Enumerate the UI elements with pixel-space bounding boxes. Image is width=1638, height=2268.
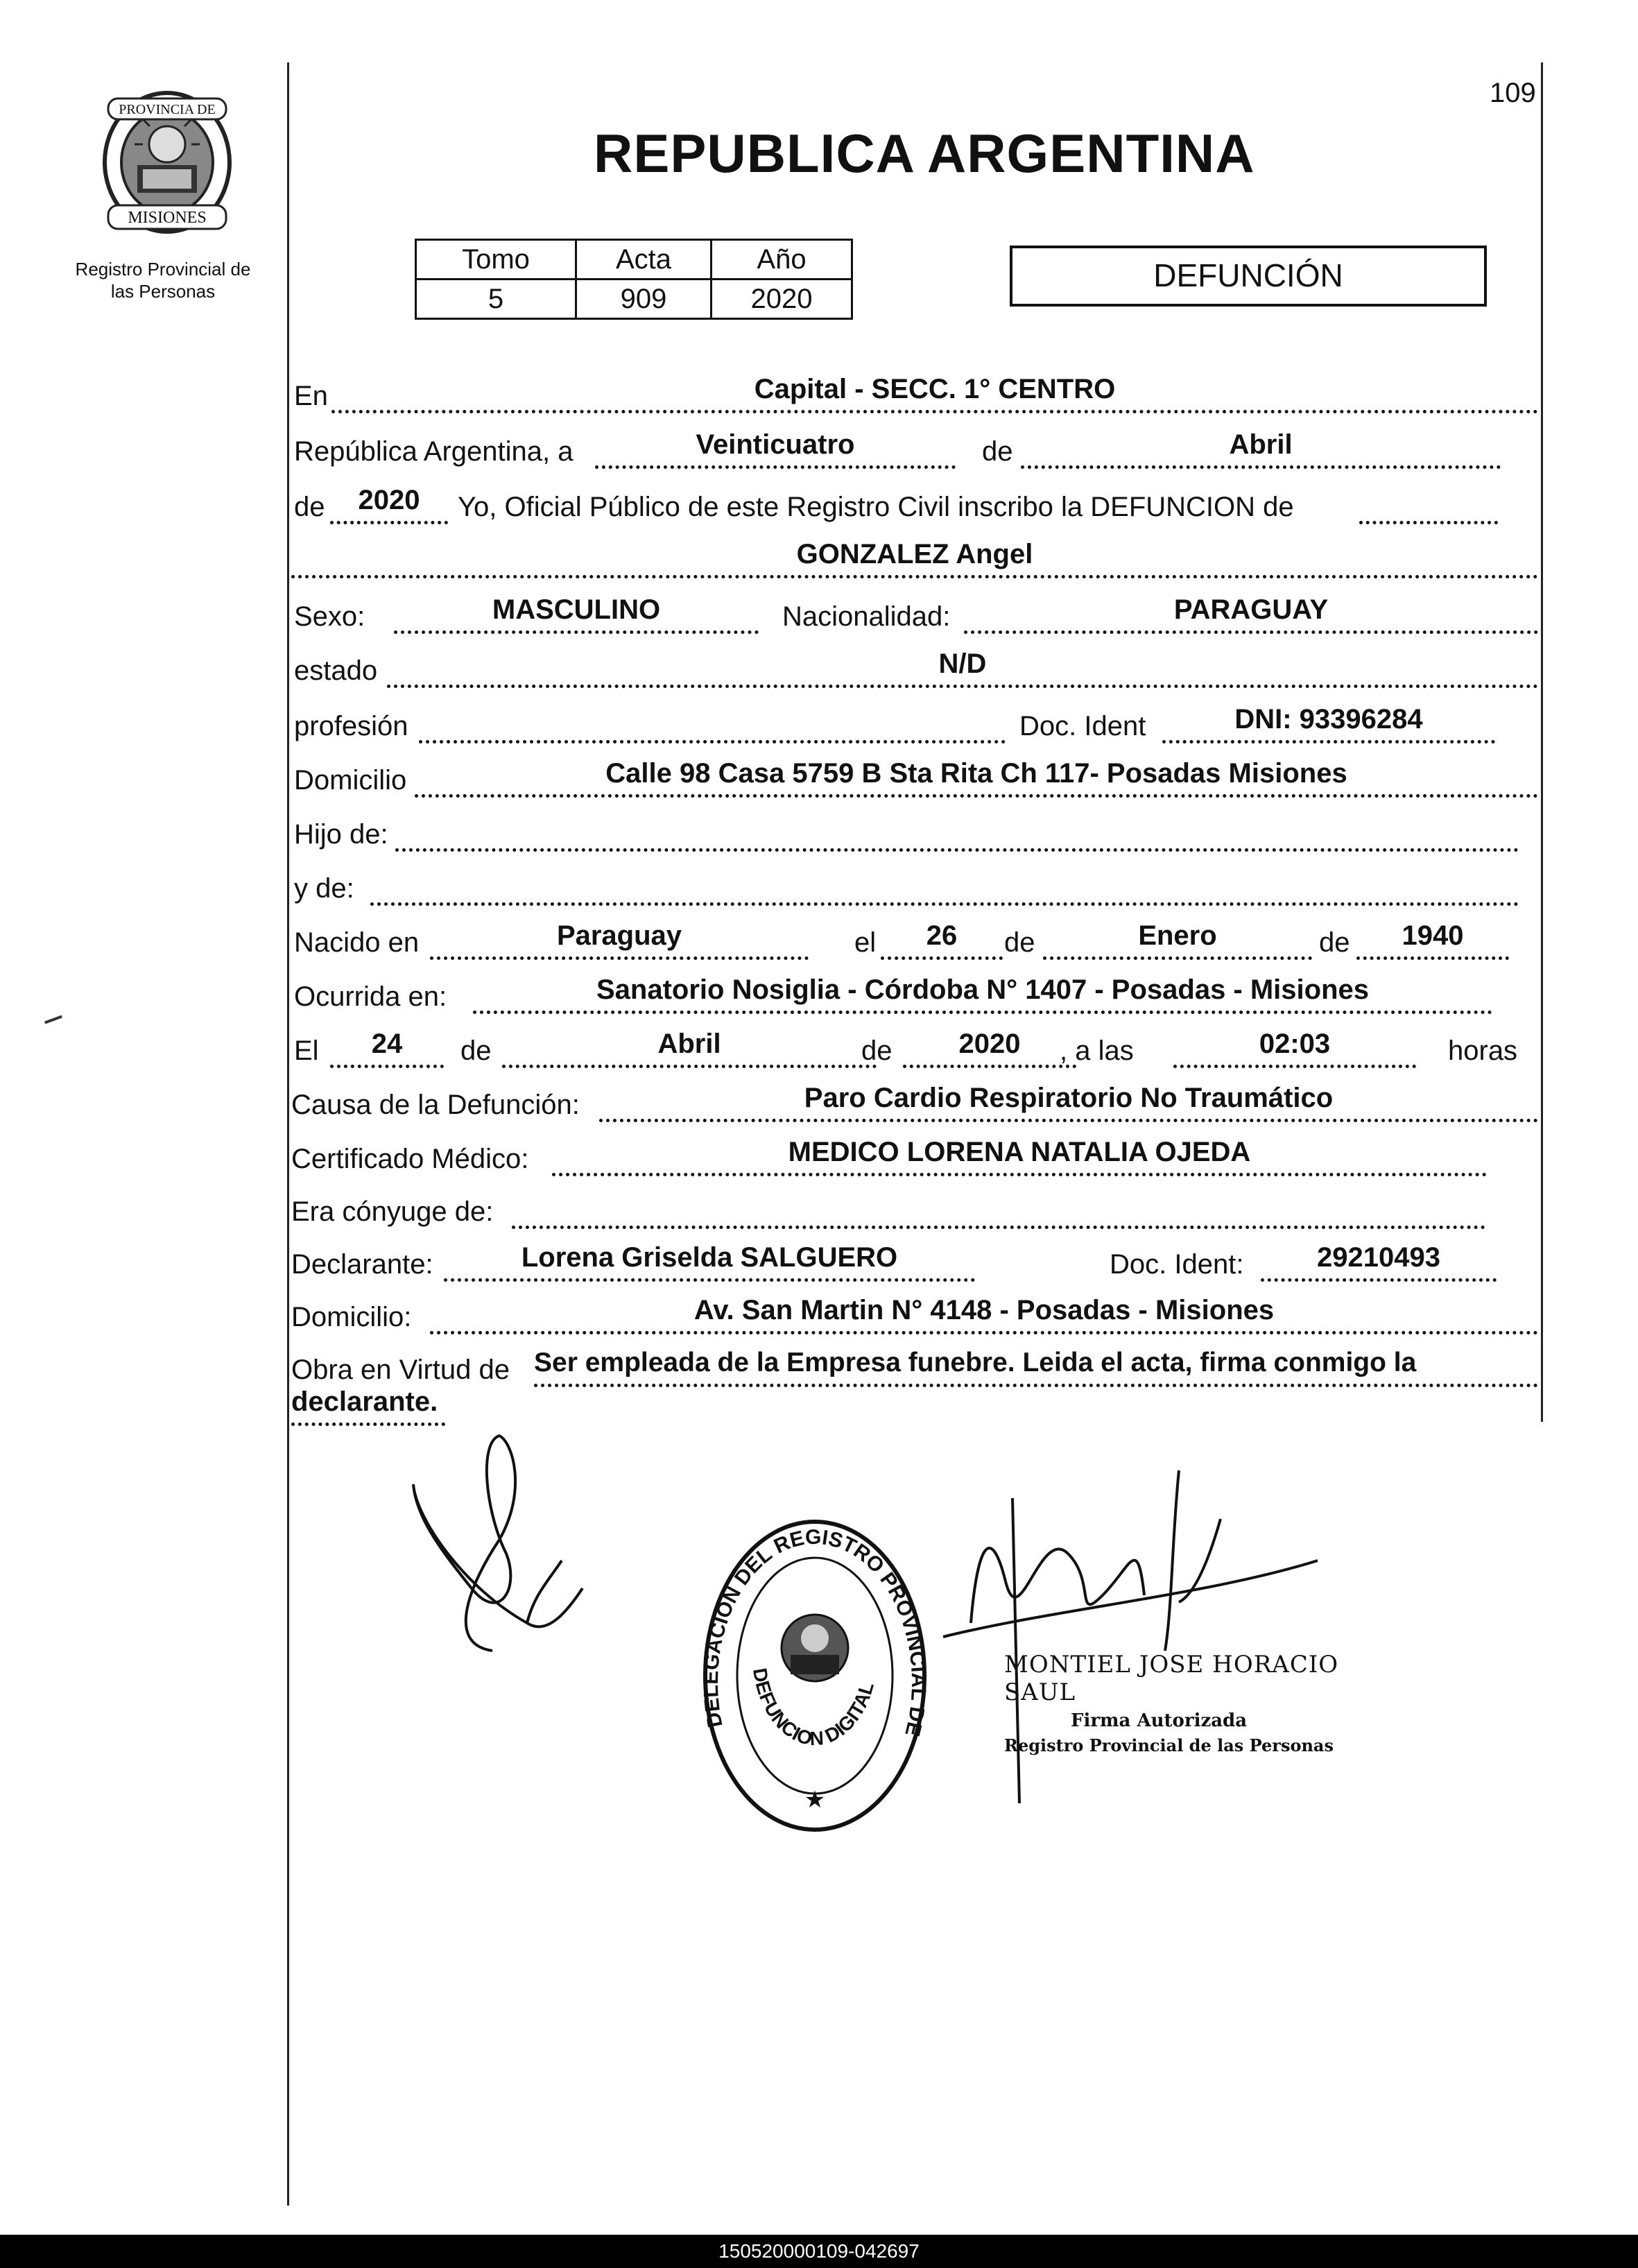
right-margin-line [1541,62,1543,1422]
label-conyuge: Era cónyuge de: [291,1196,494,1227]
record-header-tomo: Tomo [416,240,576,280]
registry-name-line1: Registro Provincial de [75,259,251,280]
field-causa: Paro Cardio Respiratorio No Traumático [599,1079,1538,1122]
record-value-ano: 2020 [712,280,852,319]
label-en: En [294,381,328,411]
svg-text:★: ★ [804,1787,826,1813]
row-certificate [291,1136,1540,1179]
label-certificado: Certificado Médico: [291,1144,529,1174]
label-sexo: Sexo: [294,601,365,632]
label-a-las: , a las [1060,1036,1134,1066]
row-hijo-de [291,811,1540,854]
registry-name-line2: las Personas [110,281,216,302]
stamp-seal-icon [700,1516,929,1835]
field-death-day: 24 [330,1024,444,1068]
page-number: 109 [1490,78,1536,108]
record-table-header [416,240,852,280]
label-de-birth-month: de [1004,927,1035,958]
page-title: REPUBLICA ARGENTINA [594,123,1255,184]
label-estado: estado [294,655,378,686]
label-y-de: y de: [294,873,354,904]
label-hijo-de: Hijo de: [294,819,388,850]
row-inscription [291,484,1540,527]
record-header-acta: Acta [576,240,712,280]
row-declarant-address [291,1294,1540,1337]
field-reg-day: Veinticuatro [595,425,956,469]
field-declarante-doc: 29210493 [1261,1238,1497,1282]
field-obra-line1: Ser empleada de la Empresa funebre. Leida el acta, firma conmigo la [534,1343,1538,1387]
stray-mark [44,1015,62,1024]
svg-text:DELEGACION DEL REGISTRO PROVIN: DELEGACION DEL REGISTRO PROVINCIAL DE [700,1525,929,1739]
svg-text:DEFUNCION DIGITAL: DEFUNCION DIGITAL [748,1666,878,1750]
field-death-month: Abril [502,1024,877,1068]
declarant-signature [388,1415,610,1706]
field-profesion [419,700,1006,744]
field-inscribo-tail [1359,481,1498,524]
field-y-de [370,862,1519,906]
label-profesion: profesión [294,711,408,741]
field-doc-ident: DNI: 93396284 [1162,700,1495,744]
field-declarante: Lorena Griselda SALGUERO [444,1238,975,1282]
label-doc-ident-2: Doc. Ident: [1110,1249,1244,1280]
row-y-de [291,866,1540,909]
label-domicilio-2: Domicilio: [291,1302,412,1332]
record-table-values [416,280,852,319]
field-birth-place: Paraguay [430,916,809,960]
label-republica: República Argentina, a [294,436,574,467]
label-de-birth-year: de [1319,927,1350,958]
field-estado: N/D [387,644,1538,688]
label-de-death-month: de [460,1036,492,1066]
label-obra: Obra en Virtud de [291,1355,510,1385]
row-obra [291,1347,1540,1390]
official-role: Firma Autorizada [1071,1710,1248,1731]
field-deceased-name: GONZALEZ Angel [291,535,1538,578]
row-birth [291,920,1540,963]
label-declarante: Declarante: [291,1249,433,1280]
record-value-acta: 909 [576,280,712,319]
label-inscribo: Yo, Oficial Público de este Registro Civil inscribo la DEFUNCION de [458,492,1294,522]
record-table [415,239,853,320]
field-certificado: MEDICO LORENA NATALIA OJEDA [552,1133,1487,1176]
svg-text:MISIONES: MISIONES [128,209,207,227]
row-sex-nationality [291,594,1540,637]
label-nacido-en: Nacido en [294,927,420,958]
label-horas: horas [1448,1036,1518,1066]
row-registration-date [291,429,1540,472]
row-domicilio [291,757,1540,800]
field-conyuge [512,1185,1485,1229]
row-estado [291,648,1540,691]
record-value-tomo: 5 [416,280,576,319]
row-death-place [291,974,1540,1017]
field-reg-month: Abril [1021,425,1501,469]
label-ocurrida-en: Ocurrida en: [294,981,447,1012]
label-doc-ident: Doc. Ident [1019,711,1146,741]
field-nacionalidad: PARAGUAY [964,590,1538,634]
record-type-box: DEFUNCIÓN [1010,246,1487,307]
field-sexo: MASCULINO [394,590,759,634]
registry-name [42,258,284,302]
official-name: MONTIEL JOSE HORACIO SAUL [1004,1651,1339,1706]
label-domicilio: Domicilio [294,765,407,796]
field-death-year: 2020 [903,1024,1076,1068]
row-death-date [291,1028,1540,1071]
row-spouse [291,1189,1540,1232]
field-birth-day: 26 [881,916,1003,960]
province-seal [94,80,240,240]
official-office: Registro Provincial de las Personas [1004,1735,1334,1755]
label-de-2: de [294,492,325,522]
field-hijo-de [395,808,1519,852]
record-header-ano: Año [712,240,852,280]
label-de-death-year: de [861,1036,893,1066]
official-stamp [700,1516,929,1835]
row-cause [291,1082,1540,1125]
field-death-place: Sanatorio Nosiglia - Córdoba N° 1407 - Posadas - Misiones [473,970,1492,1014]
row-place [291,373,1540,416]
field-place: Capital - SECC. 1° CENTRO [331,370,1538,413]
label-nacionalidad: Nacionalidad: [782,601,951,632]
field-declarante-domicilio: Av. San Martin N° 4148 - Posadas - Misiones [430,1291,1538,1334]
field-birth-month: Enero [1043,916,1312,960]
row-deceased [291,538,1540,581]
label-el-death: El [294,1036,319,1066]
official-block [1004,1651,1351,1755]
svg-text:PROVINCIA DE: PROVINCIA DE [119,102,216,117]
left-margin-line [287,62,289,2206]
field-obra-line2: declarante. [291,1382,445,1426]
field-birth-year: 1940 [1356,916,1509,960]
field-reg-year: 2020 [330,481,448,524]
row-profession [291,703,1540,746]
province-seal-icon [94,80,240,240]
row-declarant [291,1242,1540,1285]
label-el-birth: el [854,927,877,958]
label-de-1: de [982,436,1013,467]
footer-code-bar: 150520000109-042697 [0,2235,1638,2268]
field-domicilio: Calle 98 Casa 5759 B Sta Rita Ch 117- Posadas Misiones [415,754,1538,798]
field-death-time: 02:03 [1173,1024,1416,1068]
label-causa: Causa de la Defunción: [291,1090,580,1120]
official-signature [929,1457,1359,1831]
